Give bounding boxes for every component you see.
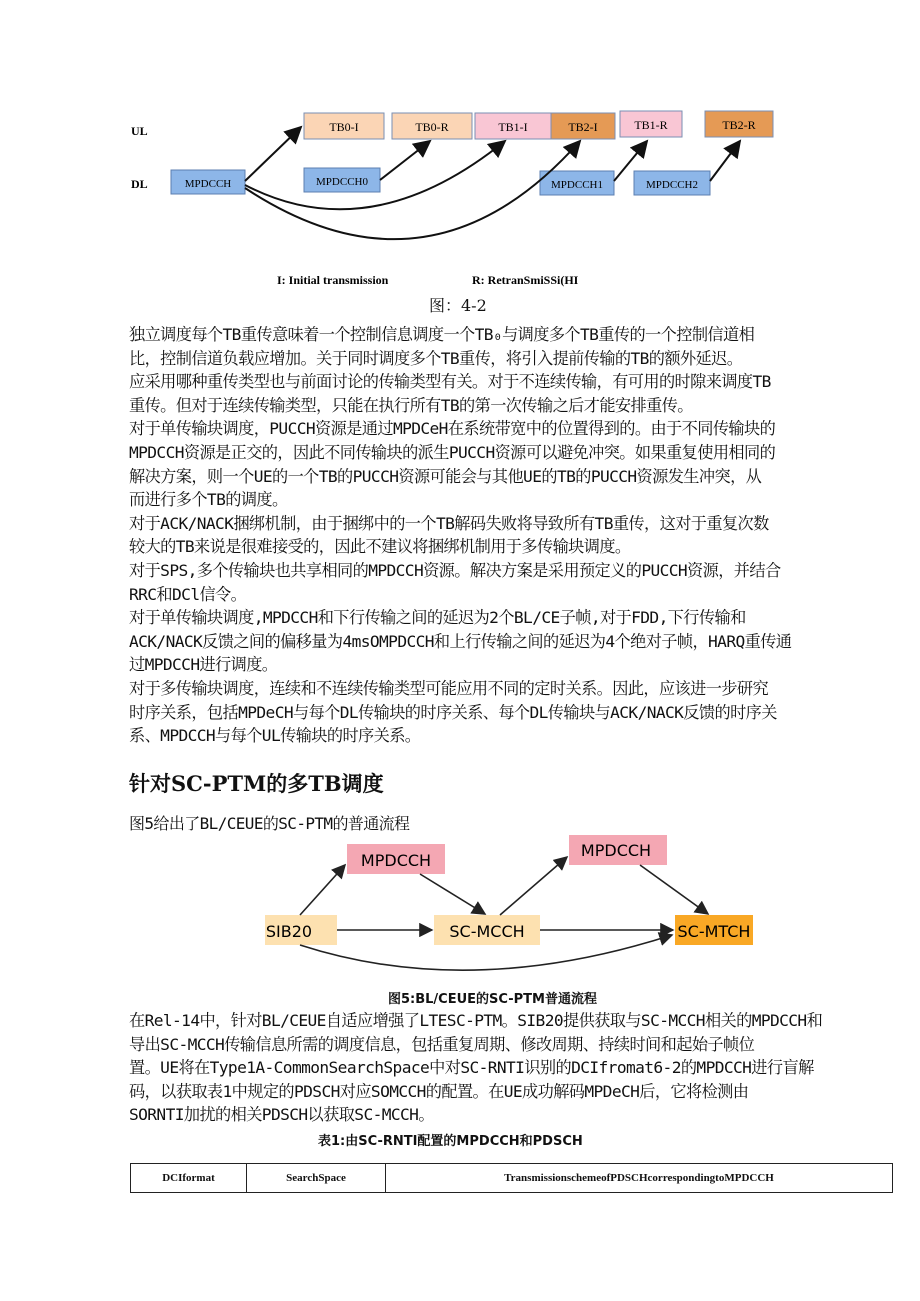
paragraph-line: 独立调度每个TB重传意味着一个控制信息调度一个TB₀与调度多个TB重传的一个控制信道相 — [129, 325, 755, 344]
svg-text:MPDCCH: MPDCCH — [580, 841, 652, 860]
svg-text:SC-MTCH: SC-MTCH — [677, 922, 751, 941]
paragraph-line: 比，控制信道负载应增加。关于同时调度多个TB重传，将引入提前传输的TB的额外延迟。 — [129, 348, 743, 368]
paragraph-line: RRC和DCl信令。 — [129, 584, 247, 604]
box-tb2-r — [705, 111, 773, 137]
box-mpdcch-b — [569, 835, 667, 865]
paragraph-line: MPDCCH资源是正交的，因此不同传输块的派生PUCCH资源可以避免冲突。如果重复使用相同的 — [129, 442, 776, 462]
dl-label: DL — [131, 177, 148, 191]
paragraph-line: 时序关系，包括MPDeCH与每个DL传输块的时序关系、每个DL传输块与ACK/NACK反馈的时序关 — [129, 702, 777, 722]
svg-text:MPDCCH: MPDCCH — [184, 178, 232, 190]
svg-text:MPDCCH0: MPDCCH0 — [316, 176, 368, 188]
paragraph-line: 过MPDCCH进行调度。 — [129, 655, 278, 675]
legend-initial: I: Initial transmission — [277, 273, 389, 287]
col-dci-format: DCIformat — [131, 1164, 247, 1193]
figure-5 — [0, 835, 920, 985]
paragraph-line: 系、MPDCCH与每个UL传输块的时序关系。 — [129, 726, 421, 746]
box-sc-mtch — [675, 915, 753, 945]
section-heading: 针对SC-PTM的多TB调度 — [129, 771, 384, 796]
box-sc-mcch — [434, 915, 540, 945]
table-1-caption: 表1:由SC-RNTI配置的MPDCCH和PDSCH — [318, 1134, 583, 1149]
box-mpdcch1 — [540, 171, 614, 195]
sc-ptm-paragraph — [129, 1009, 899, 1127]
svg-text:TB0-R: TB0-R — [415, 120, 449, 134]
svg-text:TB0-I: TB0-I — [329, 120, 359, 134]
box-mpdcch2 — [634, 171, 710, 195]
paragraph-line: 对于多传输块调度，连续和不连续传输类型可能应用不同的定时关系。因此，应该进一步研究 — [129, 678, 769, 698]
svg-text:TB1-R: TB1-R — [634, 118, 668, 132]
box-tb0-i — [304, 113, 384, 139]
paragraph-line: 导出SC-MCCH传输信息所需的调度信息，包括重复周期、修改周期、持续时间和起始子帧位 — [129, 1034, 755, 1054]
svg-text:MPDCCH1: MPDCCH1 — [551, 179, 603, 191]
paragraph-line: 应采用哪种重传类型也与前面讨论的传输类型有关。对于不连续传输，有可用的时隙来调度TB — [129, 372, 771, 392]
box-tb2-i — [551, 113, 615, 139]
paragraph-line: 码，以获取表1中规定的PDSCH对应SOMCCH的配置。在UE成功解码MPDeCH后，它将检测由 — [129, 1081, 749, 1101]
box-sib20 — [265, 915, 337, 945]
paragraph-line: 对于ACK/NACK捆绑机制，由于捆绑中的一个TB解码失败将导致所有TB重传，这对于重复次数 — [129, 513, 769, 533]
paragraph-line: 对于单传输块调度，PUCCH资源是通过MPDCeH在系统带宽中的位置得到的。由于不同传输块的 — [129, 419, 776, 439]
svg-text:SC-MCCH: SC-MCCH — [449, 922, 525, 941]
box-tb1-i — [475, 113, 551, 139]
col-transmission-scheme: TransmissionschemeofPDSCHcorrespondingtoMPDCCH — [386, 1164, 893, 1193]
table-header-row — [131, 1164, 893, 1193]
body-paragraphs — [129, 323, 899, 748]
box-tb1-r — [620, 111, 682, 137]
paragraph-line: 置。UE将在Type1A-CommonSearchSpace中对SC-RNTI识别的DCIfromat6-2的MPDCCH进行盲解 — [129, 1058, 814, 1078]
svg-text:MPDCCH2: MPDCCH2 — [646, 179, 698, 191]
paragraph-line: 解决方案，则一个UE的一个TB的PUCCH资源可能会与其他UE的TB的PUCCH资源发生冲突，从 — [129, 466, 762, 486]
paragraph-line: ACK/NACK反馈之间的偏移量为4msOMPDCCH和上行传输之间的延迟为4个绝对子帧，HARQ重传通 — [129, 631, 792, 651]
figure-5-caption: 图5:BL/CEUE的SC-PTM普通流程 — [388, 992, 597, 1007]
table-1 — [130, 1163, 893, 1193]
figure-4-2 — [0, 0, 920, 300]
ul-label: UL — [131, 124, 148, 138]
paragraph-line: 在Rel-14中，针对BL/CEUE自适应增强了LTESC-PTM。SIB20提供获取与SC-MCCH相关的MPDCCH和 — [129, 1011, 823, 1030]
svg-text:TB2-I: TB2-I — [568, 120, 598, 134]
box-mpdcch-a — [347, 844, 445, 874]
figure-caption-4-2: 图：4-2 — [429, 296, 487, 315]
box-mpdcch — [171, 170, 245, 194]
svg-text:MPDCCH: MPDCCH — [360, 851, 432, 870]
paragraph-line: 对于SPS,多个传输块也共享相同的MPDCCH资源。解决方案是采用预定义的PUCCH资源，并结合 — [129, 560, 781, 580]
svg-text:TB1-I: TB1-I — [498, 120, 528, 134]
paragraph-line: 对于单传输块调度,MPDCCH和下行传输之间的延迟为2个BL/CE子帧,对于FDD,下行传输和 — [129, 608, 746, 628]
paragraph-line: SORNTI加扰的相关PDSCH以获取SC-MCCH。 — [129, 1105, 434, 1125]
paragraph-line: 重传。但对于连续传输类型，只能在执行所有TB的第一次传输之后才能安排重传。 — [129, 395, 693, 415]
svg-text:SIB20: SIB20 — [265, 922, 313, 941]
box-tb0-r — [392, 113, 472, 139]
box-mpdcch0 — [304, 168, 380, 192]
paragraph-line: 较大的TB来说是很难接受的，因此不建议将捆绑机制用于多传输块调度。 — [129, 537, 631, 557]
legend-retransmission: R: RetranSmiSSi(HI — [472, 273, 579, 287]
fig5-intro: 图5给出了BL/CEUE的SC-PTM的普通流程 — [129, 814, 410, 833]
svg-text:TB2-R: TB2-R — [722, 118, 756, 132]
col-search-space: SearchSpace — [247, 1164, 386, 1193]
paragraph-line: 而进行多个TB的调度。 — [129, 490, 288, 510]
